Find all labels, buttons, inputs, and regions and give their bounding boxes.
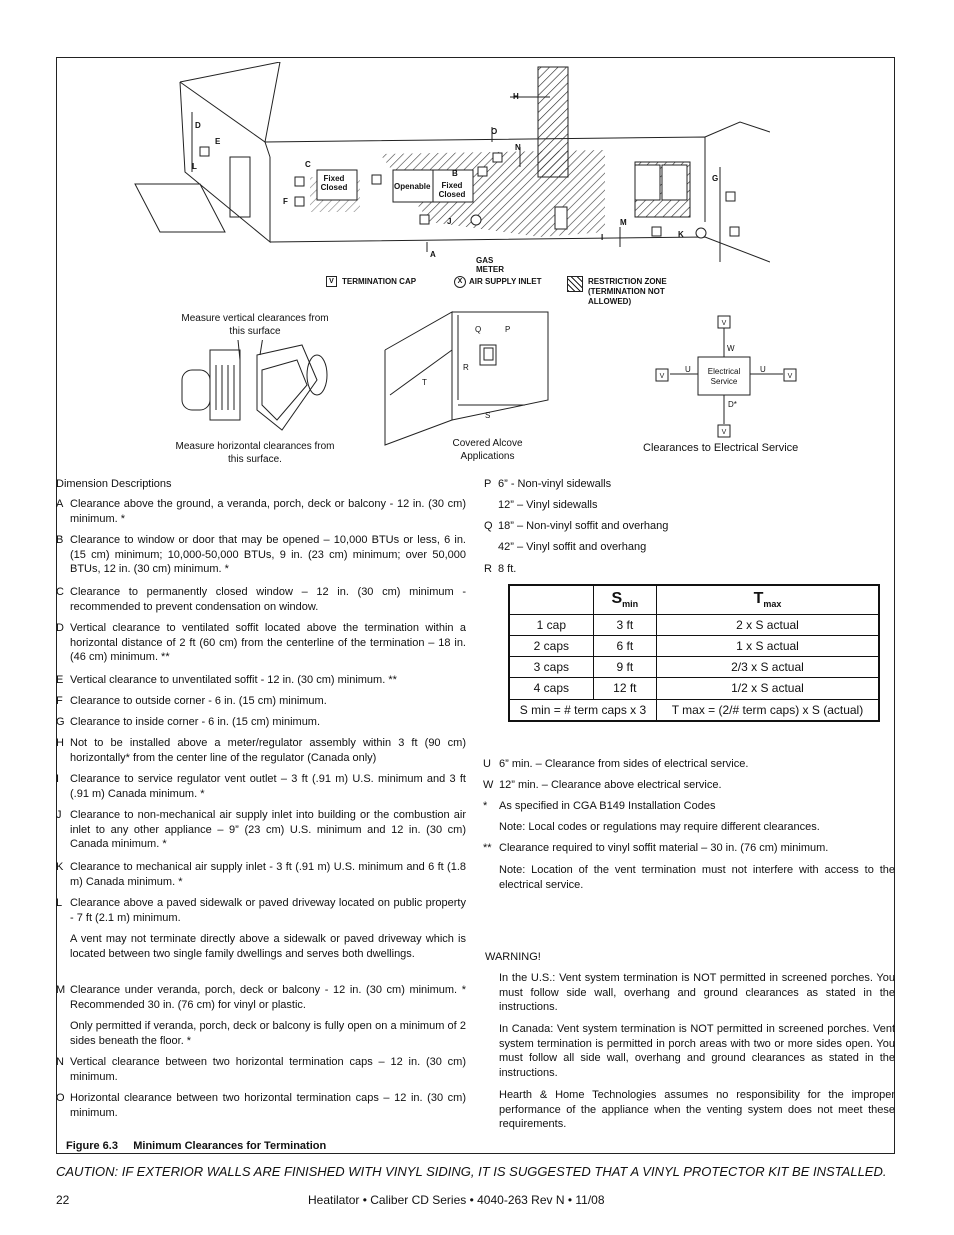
list-item [56, 736, 466, 765]
table-header-blank [509, 585, 593, 614]
warning-paragraph: Hearth & Home Technologies assumes no responsibility for the improper performance of the appliance when the venting system does not meet these requirements. [499, 1089, 895, 1130]
list-item [483, 863, 895, 892]
item-letter: C [56, 586, 64, 598]
item-text: Vertical clearance to ventilated soffit located above the termination within a horizontal distance of 2 ft (60 cm) from the centerline of the termination – 18 in. (46 cm) minimum. ** [70, 622, 466, 663]
label-k: K [678, 230, 684, 239]
list-item [56, 860, 466, 889]
warning-paragraph: In the U.S.: Vent system termination is NOT permitted in screened porches. You must follow side wall, overhang and ground clearances as stated in the instructions. [499, 972, 895, 1013]
item-text: 6” min. – Clearance from sides of electrical service. [499, 758, 749, 770]
item-letter: E [56, 674, 64, 686]
item-text: Note: Location of the vent termination must not interfere with access to the electrical service. [499, 864, 895, 891]
item-letter: ** [483, 842, 492, 854]
item-text: Clearance to permanently closed window – 12 in. (30 cm) minimum - recommended to prevent condensation on window. [70, 586, 466, 613]
list-item [56, 533, 466, 577]
list-item [484, 477, 784, 492]
item-text: Horizontal clearance between two horizontal termination caps – 12 in. (30 cm) minimum. [70, 1092, 466, 1119]
list-item [56, 715, 466, 730]
vent-cap-drawing [172, 340, 342, 440]
svg-text:V: V [659, 373, 665, 380]
item-text: Clearance to window or door that may be opened – 10,000 BTUs or less, 6 in. (15 cm) minimum; 10,000-50,000 BTUs, 9 in. (23 cm) minimum; over 50,000 BTUs, 12 in. (30 cm) minimum. * [70, 534, 466, 575]
item-letter: O [56, 1092, 65, 1104]
item-letter [484, 498, 498, 513]
list-item [484, 519, 784, 534]
list-item [56, 983, 466, 1012]
dimension-title: Dimension Descriptions [56, 478, 172, 490]
item-text: Clearance required to vinyl soffit material – 30 in. (76 cm) minimum. [499, 842, 829, 854]
legend-restriction-zone: RESTRICTION ZONE (TERMINATION NOT ALLOWED) [588, 277, 667, 306]
item-letter: * [483, 800, 488, 812]
caution-text: CAUTION: IF EXTERIOR WALLS ARE FINISHED WITH VINYL SIDING, IT IS SUGGESTED THAT A VINYL PROTECTOR KIT BE INSTALLED. [56, 1164, 887, 1179]
item-letter: P [484, 478, 492, 490]
item-letter: U [483, 758, 491, 770]
table-header-t: $T_{max}$ [656, 585, 879, 614]
label-b: B [452, 169, 458, 178]
list-item [483, 757, 895, 772]
item-letter: K [56, 861, 64, 873]
table-row: 2 caps 6 ft 1 x S actual [509, 635, 879, 656]
list-item [56, 621, 466, 665]
table-row: 1 cap 3 ft 2 x S actual [509, 614, 879, 635]
list-item [483, 799, 895, 814]
caps-table [508, 584, 880, 722]
label-a: A [430, 250, 436, 259]
label-i: I [601, 233, 604, 242]
table-row: 3 caps 9 ft 2/3 x S actual [509, 657, 879, 678]
item-text: Clearance to service regulator vent outlet – 3 ft (.91 m) U.S. minimum and 3 ft (.91 m) Canada minimum. * [70, 773, 466, 800]
figure-caption: Figure 6.3 Minimum Clearances for Termination [66, 1140, 327, 1152]
horizontal-surface-note: Measure horizontal clearances from this surface. [175, 441, 335, 465]
item-letter: G [56, 716, 65, 728]
label-s: S [485, 411, 491, 420]
item-letter: D [56, 622, 64, 634]
item-letter: I [56, 773, 60, 785]
list-item [484, 562, 784, 577]
item-text: Clearance to non-mechanical air supply inlet into building or the combustion air inlet to any other appliance – 9” (23 cm) U.S. minimum and 12 in. (30 cm) Canada minimum. * [70, 809, 466, 850]
label-f: F [283, 197, 288, 206]
list-item [484, 540, 784, 555]
item-text: 6” - Non-vinyl sidewalls [498, 478, 612, 490]
item-text: Clearance under veranda, porch, deck or balcony - 12 in. (30 cm) minimum. * Recommended 30 in. (76 cm) for vinyl or plastic. [70, 984, 466, 1011]
item-text: Clearance above the ground, a veranda, porch, deck or balcony - 12 in. (30 cm) minimum. * [70, 498, 466, 525]
list-item [483, 820, 895, 835]
item-letter [56, 1019, 70, 1048]
list-item [56, 1055, 466, 1084]
warning-paragraph: In Canada: Vent system termination is NOT permitted in screened porches. Vent system termination is permitted in porch areas with two or more sides open. You must follow all side wall, overhang and ground clearances as stated in the instructions. [499, 1023, 895, 1079]
legend-air-supply-inlet: AIR SUPPLY INLET [469, 277, 542, 286]
item-letter: W [483, 779, 494, 791]
item-letter: B [56, 534, 64, 546]
list-item [56, 1019, 466, 1048]
electrical-caption: Clearances to Electrical Service [643, 442, 799, 454]
item-text: Only permitted if veranda, porch, deck or balcony is fully open on a minimum of 2 sides beneath the floor. * [70, 1020, 466, 1047]
list-item [56, 694, 466, 709]
label-q: Q [475, 325, 482, 334]
label-g: G [712, 174, 719, 183]
restriction-zone-icon [567, 276, 583, 292]
item-letter [483, 863, 499, 892]
list-item [56, 808, 466, 852]
item-text: A vent may not terminate directly above a sidewalk or paved driveway which is located between two single family dwellings and serves both dwellings. [70, 933, 466, 960]
table-footer-left: S min = # term caps x 3 [509, 699, 656, 721]
vertical-surface-note: Measure vertical clearances from this surface [181, 313, 329, 337]
label-c: C [305, 160, 311, 169]
label-fixed-closed-1: Fixed Closed [320, 174, 348, 192]
label-w: W [727, 344, 735, 353]
list-item [484, 498, 784, 513]
label-e: E [215, 137, 221, 146]
item-letter: N [56, 1056, 64, 1068]
item-text: 12” – Vinyl sidewalls [498, 499, 598, 511]
item-text: 8 ft. [498, 563, 517, 575]
table-footer-row [509, 699, 879, 721]
label-p: P [505, 325, 511, 334]
item-text: Note: Local codes or regulations may require different clearances. [499, 821, 820, 833]
table-row: 4 caps 12 ft 1/2 x S actual [509, 678, 879, 699]
label-m: M [620, 218, 627, 227]
legend-termination-cap: TERMINATION CAP [342, 277, 417, 286]
list-item [56, 673, 466, 688]
list-item [56, 896, 466, 925]
label-t: T [422, 378, 427, 387]
item-text: Not to be installed above a meter/regulator assembly within 3 ft (90 cm) horizontally* from the center line of the regulator (Canada only) [70, 737, 466, 764]
label-fixed-closed-2: Fixed Closed [438, 181, 466, 199]
svg-text:V: V [787, 373, 793, 380]
label-d-star: D* [728, 400, 737, 409]
list-item [56, 772, 466, 801]
label-r: R [463, 363, 469, 372]
label-gas-meter: GAS METER [476, 256, 504, 274]
label-u-left: U [685, 365, 691, 374]
item-text: As specified in CGA B149 Installation Codes [499, 800, 716, 812]
svg-text:V: V [721, 429, 727, 436]
list-item [56, 585, 466, 614]
item-letter: M [56, 984, 66, 996]
item-letter: H [56, 737, 64, 749]
air-supply-inlet-icon: X [454, 276, 466, 288]
label-n: N [515, 143, 521, 152]
item-letter: F [56, 695, 63, 707]
table-footer-right: T max = (2/# term caps) x S (actual) [656, 699, 879, 721]
page-number: 22 [56, 1193, 70, 1207]
item-letter: J [56, 809, 62, 821]
item-text: Clearance to mechanical air supply inlet - 3 ft (.91 m) U.S. minimum and 6 ft (1.8 m) Canada minimum. * [70, 861, 466, 888]
item-letter [56, 932, 70, 961]
alcove-caption: Covered Alcove Applications [452, 438, 523, 462]
label-o: O [491, 127, 498, 136]
item-letter: A [56, 498, 64, 510]
item-letter: R [484, 563, 492, 575]
item-text: Clearance to inside corner - 6 in. (15 cm) minimum. [70, 716, 321, 728]
item-text: 42” – Vinyl soffit and overhang [498, 541, 647, 553]
label-u-right: U [760, 365, 766, 374]
termination-cap-icon: V [326, 276, 337, 287]
label-d: D [195, 121, 201, 130]
item-text: Vertical clearance between two horizontal termination caps – 12 in. (30 cm) minimum. [70, 1056, 466, 1083]
label-j: J [447, 217, 452, 226]
list-item [483, 841, 895, 856]
list-item [56, 932, 466, 961]
warning-title: WARNING! [485, 951, 541, 963]
electrical-box-label: Electrical Service [707, 367, 741, 386]
item-text: Vertical clearance to unventilated soffit - 12 in. (30 cm) minimum. ** [70, 674, 397, 686]
item-text: 18” – Non-vinyl soffit and overhang [498, 520, 669, 532]
label-l: L [192, 162, 197, 171]
table-header-s: $S_{min}$ [593, 585, 656, 614]
item-letter: L [56, 897, 63, 909]
item-letter [483, 820, 499, 835]
alcove-drawing [380, 310, 550, 450]
item-letter: Q [484, 520, 493, 532]
item-text: 12” min. – Clearance above electrical service. [499, 779, 722, 791]
list-item [56, 1091, 466, 1120]
item-text: Clearance to outside corner - 6 in. (15 cm) minimum. [70, 695, 327, 707]
list-item [56, 497, 466, 526]
svg-text:V: V [721, 320, 727, 327]
label-h: H [513, 92, 519, 101]
item-text: Clearance above a paved sidewalk or paved driveway located on public property - 7 ft (2.1 m) minimum. [70, 897, 466, 924]
label-openable: Openable [394, 182, 431, 191]
list-item [483, 778, 895, 793]
footer-text: Heatilator • Caliber CD Series • 4040-263 Rev N • 11/08 [308, 1193, 605, 1207]
item-letter [484, 540, 498, 555]
